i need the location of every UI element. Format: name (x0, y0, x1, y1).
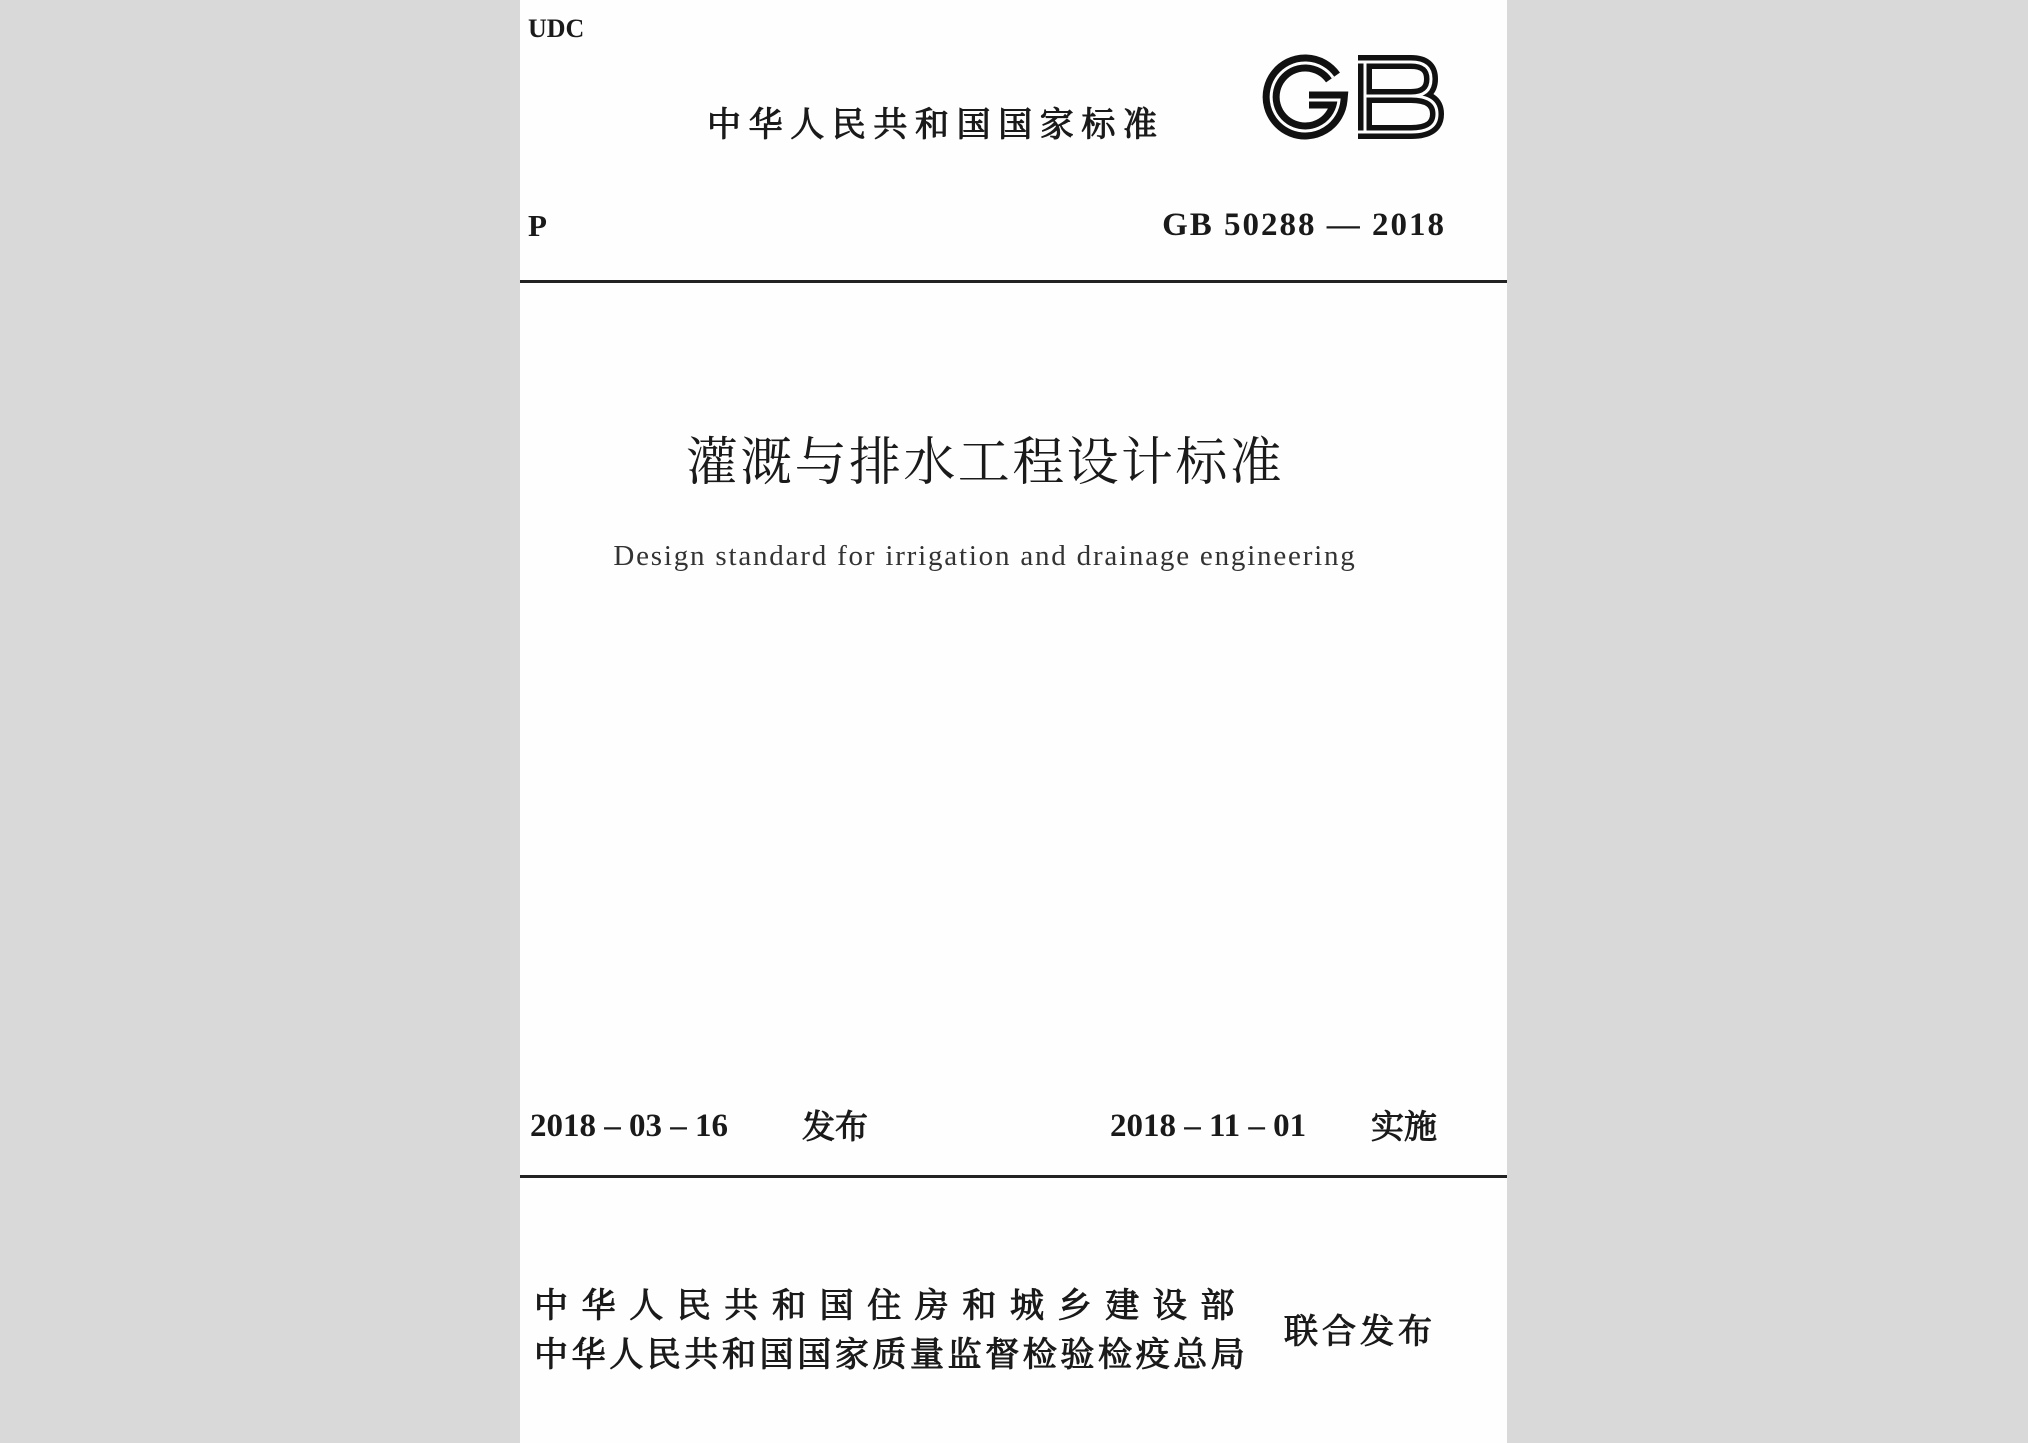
footer-divider (520, 1175, 1507, 1178)
issuer-aqsiq: 中华人民共和国国家质量监督检验检疫总局 (534, 1335, 1249, 1375)
joint-issue-label: 联合发布 (1284, 1312, 1436, 1352)
standard-cover-page (520, 0, 1507, 1443)
implement-date: 2018 – 11 – 01 (1110, 1108, 1307, 1144)
title-chinese: 灌溉与排水工程设计标准 (685, 433, 1285, 493)
standard-type-heading: 中华人民共和国国家标准 (707, 105, 1165, 145)
classification-code: P (528, 208, 547, 243)
udc-label: UDC (528, 14, 585, 43)
standard-number: GB 50288 — 2018 (1162, 207, 1446, 243)
issue-date: 2018 – 03 – 16 (530, 1108, 728, 1144)
issuer-ministry-housing: 中华人民共和国住房和城乡建设部 (534, 1286, 1248, 1326)
header-divider (520, 280, 1507, 283)
implement-label: 实施 (1371, 1107, 1437, 1146)
title-english: Design standard for irrigation and drainage engineering (613, 540, 1357, 572)
issue-label: 发布 (802, 1107, 868, 1146)
gb-logo (1261, 52, 1445, 142)
